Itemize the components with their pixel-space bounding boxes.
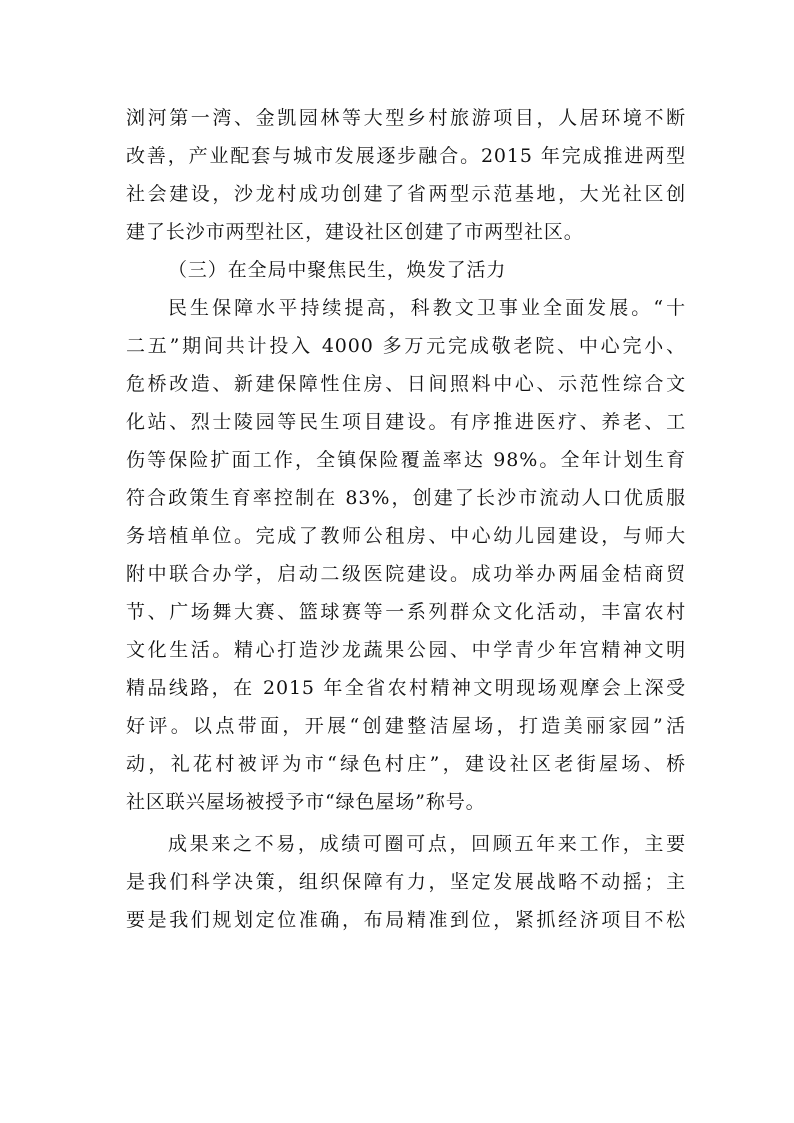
text-line: 务培植单位。完成了教师公租房、中心幼儿园建设，与师大: [126, 525, 686, 547]
text-line: 伤等保险扩面工作，全镇保险覆盖率达 98%。全年计划生育: [126, 449, 686, 471]
text-line: 社会建设，沙龙村成功创建了省两型示范基地，大光社区创: [126, 183, 686, 205]
text-line: 成果来之不易，成绩可圈可点，回顾五年来工作，主要: [168, 833, 686, 855]
document-body: [126, 99, 686, 939]
paragraph-livelihood: [126, 289, 686, 821]
text-line: 节、广场舞大赛、篮球赛等一系列群众文化活动，丰富农村: [126, 601, 686, 623]
paragraph-continuation: [126, 99, 686, 251]
text-line: 精品线路，在 2015 年全省农村精神文明现场观摩会上深受: [126, 677, 686, 699]
text-line: 符合政策生育率控制在 83%，创建了长沙市流动人口优质服: [126, 487, 686, 509]
text-line: 好评。以点带面，开展“创建整洁屋场，打造美丽家园”活: [126, 715, 686, 737]
text-line: 文化生活。精心打造沙龙蔬果公园、中学青少年宫精神文明: [126, 639, 686, 661]
text-line: 改善，产业配套与城市发展逐步融合。2015 年完成推进两型: [126, 145, 686, 167]
text-line: 建了长沙市两型社区，建设社区创建了市两型社区。: [126, 221, 584, 243]
text-line: 化站、烈士陵园等民生项目建设。有序推进医疗、养老、工: [126, 411, 686, 433]
text-line: 浏河第一湾、金凯园林等大型乡村旅游项目，人居环境不断: [126, 107, 686, 129]
text-line: 危桥改造、新建保障性住房、日间照料中心、示范性综合文: [126, 373, 686, 395]
text-line: 附中联合办学，启动二级医院建设。成功举办两届金桔商贸: [126, 563, 686, 585]
text-line: 二五”期间共计投入 4000 多万元完成敬老院、中心完小、: [126, 335, 686, 357]
paragraph-summary: [126, 825, 686, 939]
text-line: 要是我们规划定位准确，布局精准到位，紧抓经济项目不松: [126, 909, 686, 931]
text-line: 动，礼花村被评为市“绿色村庄”，建设社区老街屋场、桥: [126, 753, 686, 775]
section-heading: （三）在全局中聚焦民生，焕发了活力: [168, 259, 507, 281]
text-line: 是我们科学决策，组织保障有力，坚定发展战略不动摇；主: [126, 871, 686, 893]
text-line: 社区联兴屋场被授予市“绿色屋场”称号。: [126, 791, 486, 813]
text-line: 民生保障水平持续提高，科教文卫事业全面发展。“十: [168, 297, 686, 319]
